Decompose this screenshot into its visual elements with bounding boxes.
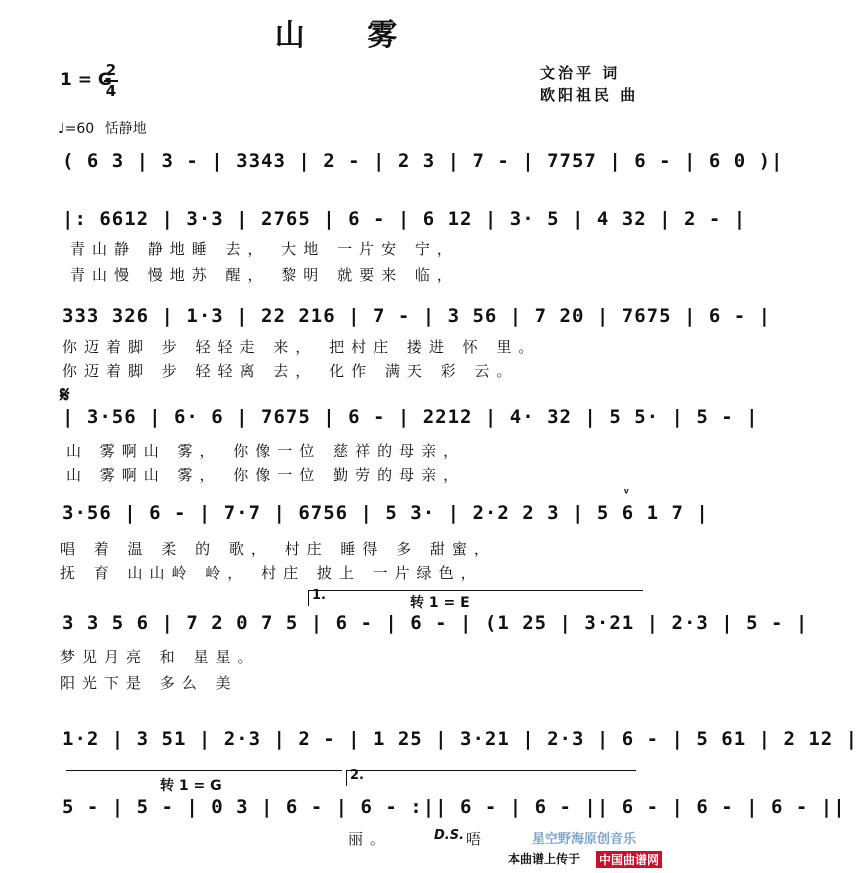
lyricist-credit: 文治平 词 [540,64,621,82]
time-signature [104,62,118,100]
score-row-7: 5 - | 5 - | 0 3 | 6 - | 6 - :|| 6 - | 6 - || 6 - | 6 - | 6 - || [62,796,846,818]
lyrics-row-4-verse-2: 抚 育 山山岭 岭， 村庄 披上 一片绿色， [60,564,483,582]
page-title: 山 雾 [274,18,424,53]
score-row-2: 333 326 | 1·3 | 22 216 | 7 - | 3 56 | 7 20 | 7675 | 6 - | [62,305,772,327]
segno-sign: 𝄋 [60,383,71,408]
quarter-note-icon: ♩ [58,121,65,137]
lyrics-row-5-verse-2: 阳光下是 多么 美 [60,674,238,692]
breath-mark: ᵛ [622,486,632,502]
modulation-to-g: 转 1 = G [160,778,222,794]
ds-lyric: 唔 [466,830,489,848]
key-signature: 1 = G [60,70,112,90]
time-signature-top: 2 [105,61,117,79]
site-logo [596,849,662,868]
tempo-expression: 恬静地 [104,121,147,137]
ds-marking: D.S. [434,828,465,843]
lyrics-row-1-verse-2: 青山慢 慢地苏 醒， 黎明 就要来 临， [70,266,459,284]
score-row-4: 3·56 | 6 - | 7·7 | 6756 | 5 3· | 2·2 2 3 | 5 6 1 7 | [62,502,709,524]
score-row-3: | 3·56 | 6· 6 | 7675 | 6 - | 2212 | 4· 32 | 5 5· | 5 - | [62,406,759,428]
lyrics-row-1-verse-1: 青山静 静地睡 去， 大地 一片安 宁， [70,240,459,258]
composer-credit: 欧阳祖民 曲 [540,86,639,104]
lyrics-row-4-verse-1: 唱 着 温 柔 的 歌， 村庄 睡得 多 甜蜜， [60,540,496,558]
watermark-channel: 星空野海原创音乐 [532,832,637,847]
site-logo-text: 中国曲谱网 [596,851,662,868]
volta-2: 2. [350,768,364,783]
lyrics-row-3-verse-2: 山 雾啊山 雾， 你像一位 勤劳的母亲， [66,466,466,484]
volta-1: 1. [312,588,326,603]
ending-lyric: 丽。 [348,830,393,848]
lyrics-row-2-verse-2: 你迈着脚 步 轻轻离 去， 化作 满天 彩 云。 [62,362,519,380]
modulation-to-e: 转 1 = E [410,595,470,611]
tempo-bpm: =60 [64,121,95,137]
watermark-upload-note: 本曲谱上传于 [508,852,581,866]
score-row-5: 3 3 5 6 | 7 2 0 7 5 | 6 - | 6 - | (1 25 | 3·21 | 2·3 | 5 - | [62,612,809,634]
lyrics-row-5-verse-1: 梦见月亮 和 星星。 [60,648,260,666]
score-row-6: 1·2 | 3 51 | 2·3 | 2 - | 1 25 | 3·21 | 2·3 | 6 - | 5 61 | 2 12 | [62,728,858,750]
time-signature-bottom: 4 [105,82,117,100]
lyrics-row-2-verse-1: 你迈着脚 步 轻轻走 来， 把村庄 搂进 怀 里。 [62,338,541,356]
tempo-marking [58,118,147,138]
lyrics-row-3-verse-1: 山 雾啊山 雾， 你像一位 慈祥的母亲， [66,442,466,460]
score-row-1: |: 6612 | 3·3 | 2765 | 6 - | 6 12 | 3· 5 | 4 32 | 2 - | [62,208,747,230]
score-row-intro: ( 6 3 | 3 - | 3343 | 2 - | 2 3 | 7 - | 7757 | 6 - | 6 0 )| [62,150,784,172]
